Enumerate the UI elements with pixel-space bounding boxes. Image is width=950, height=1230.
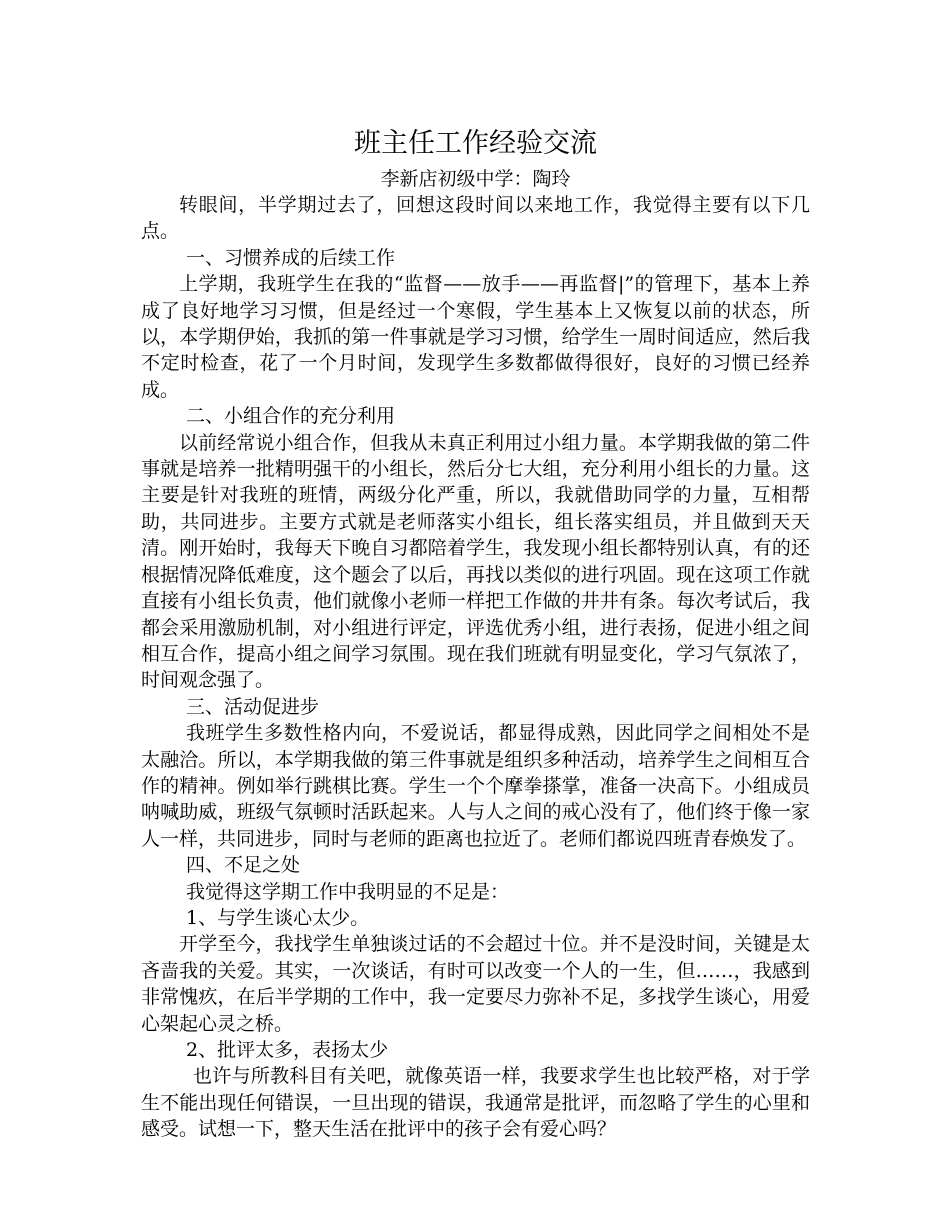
section-3-paragraph: 我班学生多数性格内向，不爱说话，都显得成熟，因此同学之间相处不是太融洽。所以，本学期我做的第三件事就是组织多种活动，培养学生之间相互合作的精神。例如举行跳棋比赛。学生一个个摩拳搽掌，准备一决高下。小组成员呐喊助威，班级气氛顿时活跃起来。人与人之间的戒心没有了，他们终于像一家人一样，共同进步，同时与老师的距离也拉近了。老师们都说四班青春焕发了。 bbox=[141, 722, 810, 850]
subsection-heading-2: 2、批评太多，表扬太少 bbox=[186, 1039, 389, 1061]
section-2-paragraph: 以前经常说小组合作，但我从未真正利用过小组力量。本学期我做的第二件事就是培养一批精明强干的小组长，然后分七大组，充分利用小组长的力量。这主要是针对我班的班情，两级分化严重，所以，我就借助同学的力量，互相帮助，共同进步。主要方式就是老师落实小组长，组长落实组员，并且做到天天清。刚开始时，我每天下晚自习都陪着学生，我发现小组长都特别认真，有的还根据情况降低难度，这个题会了以后，再找以类似的进行巩固。现在这项工作就直接有小组长负责，他们就像小老师一样把工作做的井井有条。每次考试后，我都会采用激励机制，对小组进行评定，评选优秀小组，进行表扬，促进小组之间相互合作，提高小组之间学习氛围。现在我们班就有明显变化，学习气氛浓了，时间观念强了。 bbox=[141, 431, 810, 692]
section-1-paragraph: 上学期，我班学生在我的“监督——放手——再监督|”的管理下，基本上养成了良好地学习习惯，但是经过一个寒假，学生基本上又恢复以前的状态，所以，本学期伊始，我抓的第一件事就是学习习惯，给学生一周时间适应，然后我不定时检查，花了一个月时间，发现学生多数都做得很好，良好的习惯已经养成。 bbox=[141, 273, 810, 401]
document-title: 班主任工作经验交流 bbox=[354, 128, 597, 159]
intro-paragraph: 转眼间，半学期过去了，回想这段时间以来地工作，我觉得主要有以下几点。 bbox=[141, 194, 810, 243]
section-heading-4: 四、不足之处 bbox=[186, 854, 301, 877]
document-author: 李新店初级中学：陶玲 bbox=[380, 168, 571, 190]
subsection-heading-1: 1、与学生谈心太少。 bbox=[186, 906, 370, 929]
subsection-1-paragraph: 开学至今，我找学生单独谈过话的不会超过十位。并不是没时间，关键是太吝啬我的关爱。其实，一次谈话，有时可以改变一个人的一生，但……，我感到非常愧疚，在后半学期的工作中，我一定要尽力弥补不足，多找学生谈心，用爱心架起心灵之桥。 bbox=[141, 933, 810, 1035]
section-heading-2: 二、小组合作的充分利用 bbox=[186, 405, 396, 428]
section-heading-3: 三、活动促进步 bbox=[186, 695, 320, 718]
subsection-2-paragraph: 也许与所教科目有关吧，就像英语一样，我要求学生也比较严格，对于学生不能出现任何错误，一旦出现的错误，我通常是批评，而忽略了学生的心里和感受。试想一下，整天生活在批评中的孩子会有爱心吗？ bbox=[141, 1065, 810, 1141]
section-heading-1: 一、习惯养成的后续工作 bbox=[186, 246, 396, 269]
section-4-intro: 我觉得这学期工作中我明显的不足是： bbox=[186, 880, 510, 903]
document-body bbox=[141, 126, 810, 1143]
